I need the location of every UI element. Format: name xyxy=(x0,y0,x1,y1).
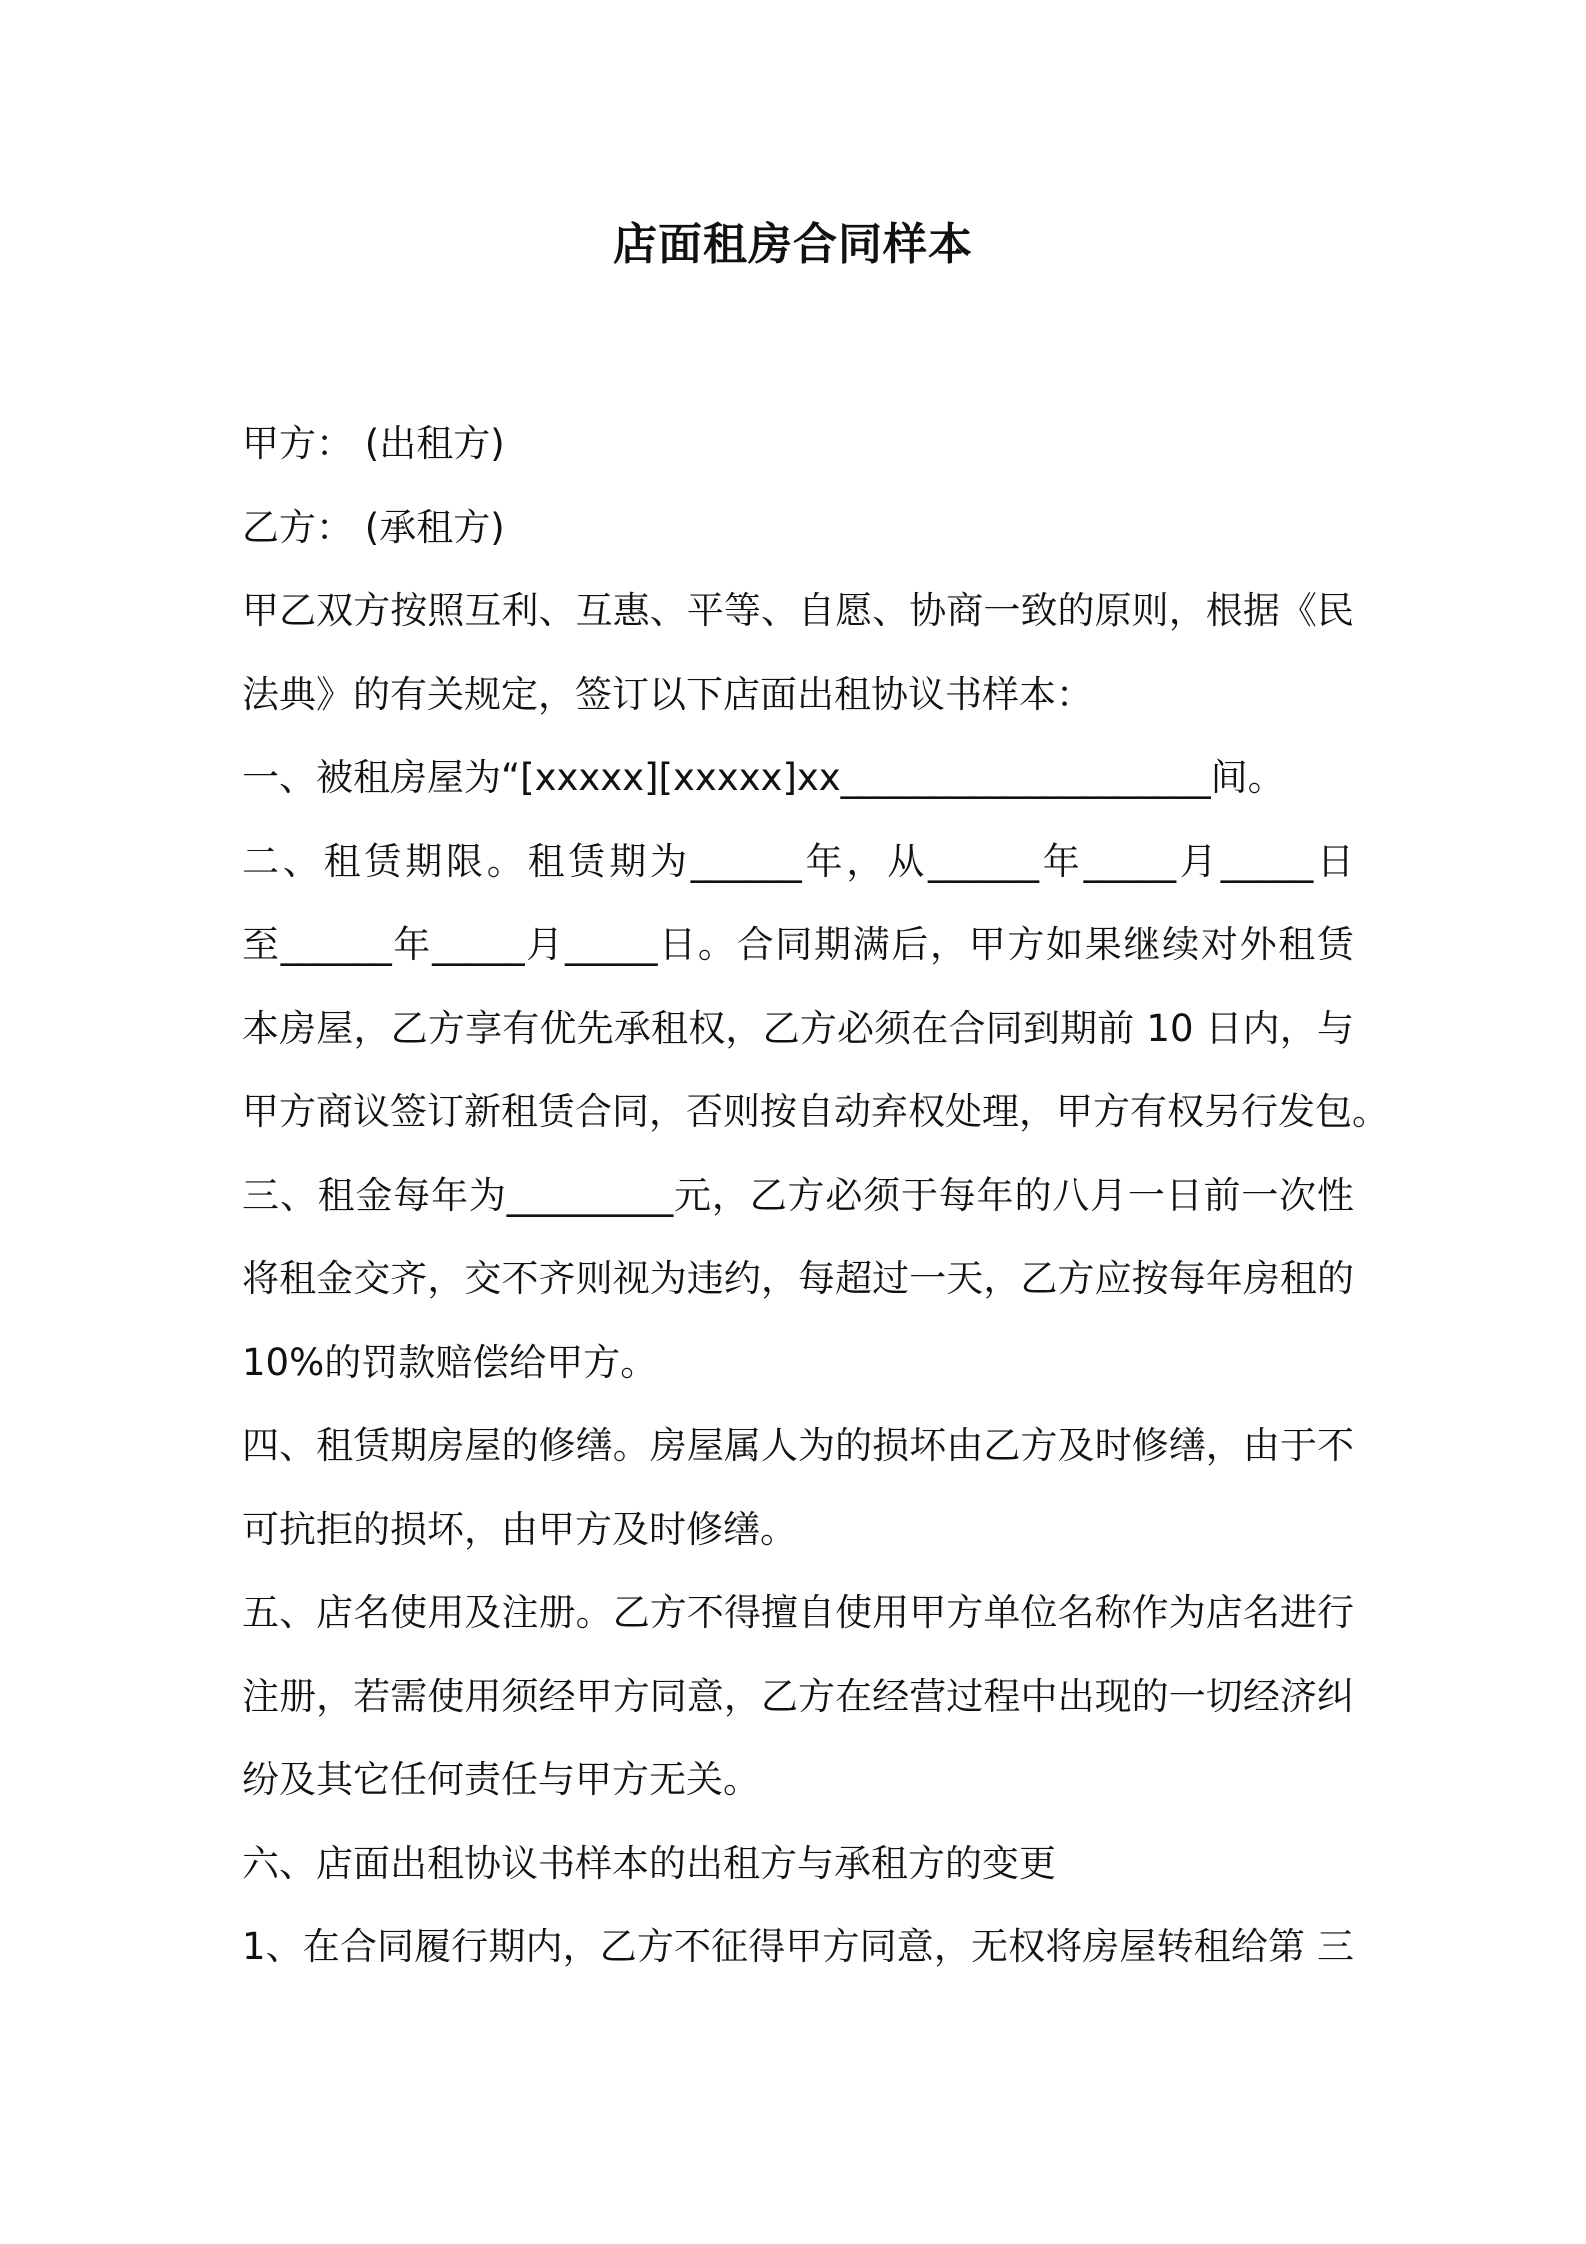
document-body xyxy=(242,402,1389,1989)
paragraph-line: 将租金交齐，交不齐则视为违约，每超过一天，乙方应按每年房租的 xyxy=(242,1257,1354,1300)
paragraph-line: 甲乙双方按照互利、互惠、平等、自愿、协商一致的原则，根据《民 xyxy=(242,589,1354,632)
clause-3-line: 三、租金每年为_________元，乙方必须于每年的八月一日前一次性 xyxy=(242,1173,1354,1217)
paragraph-line: 甲方商议签订新租赁合同，否则按自动弃权处理，甲方有权另行发包。 xyxy=(242,1090,1389,1133)
clause-5-line: 五、店名使用及注册。乙方不得擅自使用甲方单位名称作为店名进行 xyxy=(242,1591,1354,1634)
paragraph-line: 本房屋，乙方享有优先承租权，乙方必须在合同到期前 10 日内，与 xyxy=(242,1006,1354,1050)
paragraph-line: 纷及其它任何责任与甲方无关。 xyxy=(242,1758,760,1801)
document-title: 店面租房合同样本 xyxy=(613,219,973,270)
clause-6-item-1-line: 1、在合同履行期内，乙方不征得甲方同意，无权将房屋转租给第 三 xyxy=(242,1925,1354,1968)
paragraph-line: 10%的罚款赔偿给甲方。 xyxy=(242,1340,658,1384)
party-a-line: 甲方： (出租方) xyxy=(242,422,505,465)
party-b-line: 乙方： (承租方) xyxy=(242,505,505,549)
paragraph-line: 至______年_____月_____日。合同期满后，甲方如果继续对外租赁 xyxy=(242,923,1354,966)
paragraph-line: 法典》的有关规定，签订以下店面出租协议书样本： xyxy=(242,672,1093,716)
clause-6-heading: 六、店面出租协议书样本的出租方与承租方的变更 xyxy=(242,1841,1056,1885)
clause-4-line: 四、租赁期房屋的修缮。房屋属人为的损坏由乙方及时修缮，由于不 xyxy=(242,1424,1354,1467)
clause-2-line: 二、租赁期限。租赁期为______年，从______年_____月_____日 xyxy=(242,839,1354,883)
paragraph-line: 可抗拒的损坏，由甲方及时修缮。 xyxy=(242,1507,797,1551)
clause-1-line: 一、被租房屋为“[xxxxx][xxxxx]xx____________________间。 xyxy=(242,756,1285,799)
paragraph-line: 注册，若需使用须经甲方同意，乙方在经营过程中出现的一切经济纠 xyxy=(242,1674,1354,1718)
